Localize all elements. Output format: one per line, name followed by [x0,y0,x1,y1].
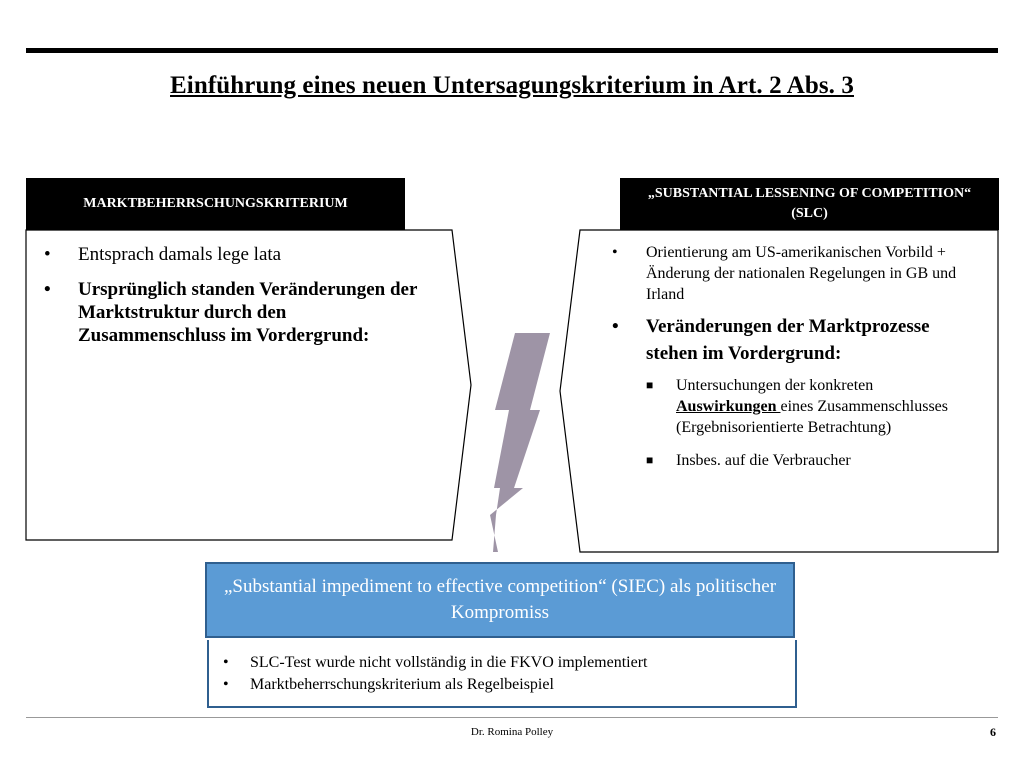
right-panel-content [612,242,967,483]
right-bullet-1: • Orientierung am US-amerikanischen Vorbild + Änderung der nationalen Regelungen in GB und Irland [612,244,957,303]
bullet-icon: • [612,316,619,337]
page-number: 6 [990,725,996,739]
slide-title: Einführung eines neuen Untersagungskriterium in Art. 2 Abs. 3 [170,72,854,99]
left-bullet-2: • Ursprünglich standen Veränderungen der Marktstruktur durch den Zusammenschluss im Vordergrund: [44,279,418,346]
bullet-icon: • [612,244,618,261]
footer-author: Dr. Romina Polley [470,726,554,738]
square-bullet-icon: ■ [646,453,654,467]
right-subbullet-1: ■ Untersuchungen der konkreten Auswirkungen eines Zusammenschlusses (Ergebnisorientierte Betrachtung) [646,377,949,436]
lightning-bolt-icon [490,333,550,552]
compromise-box: „Substantial impediment to effective competition“ (SIEC) als politischer Kompromiss [205,562,795,638]
square-bullet-icon: ■ [646,378,654,392]
compromise-bullet-2: • Marktbeherrschungskriterium als Regelbeispiel [223,674,795,696]
left-panel-header: MARKTBEHERRSCHUNGSKRITERIUM [26,178,405,230]
right-panel-header: „SUBSTANTIAL LESSENING OF COMPETITION“ (SLC) [620,178,999,230]
right-bullet-2: • Veränderungen der Marktprozesse stehen im Vordergrund: [612,313,967,367]
compromise-details [207,640,797,708]
left-panel-content [44,243,424,359]
right-subbullet-2: ■ Insbes. auf die Verbraucher [646,452,851,469]
bullet-icon: • [44,279,51,300]
compromise-bullet-1: • SLC-Test wurde nicht vollständig in die FKVO implementiert [223,652,795,674]
footer-rule [26,717,998,718]
left-bullet-1: • Entsprach damals lege lata [44,244,282,265]
bullet-icon: • [223,654,229,671]
bullet-icon: • [223,676,229,693]
bullet-icon: • [44,244,51,265]
